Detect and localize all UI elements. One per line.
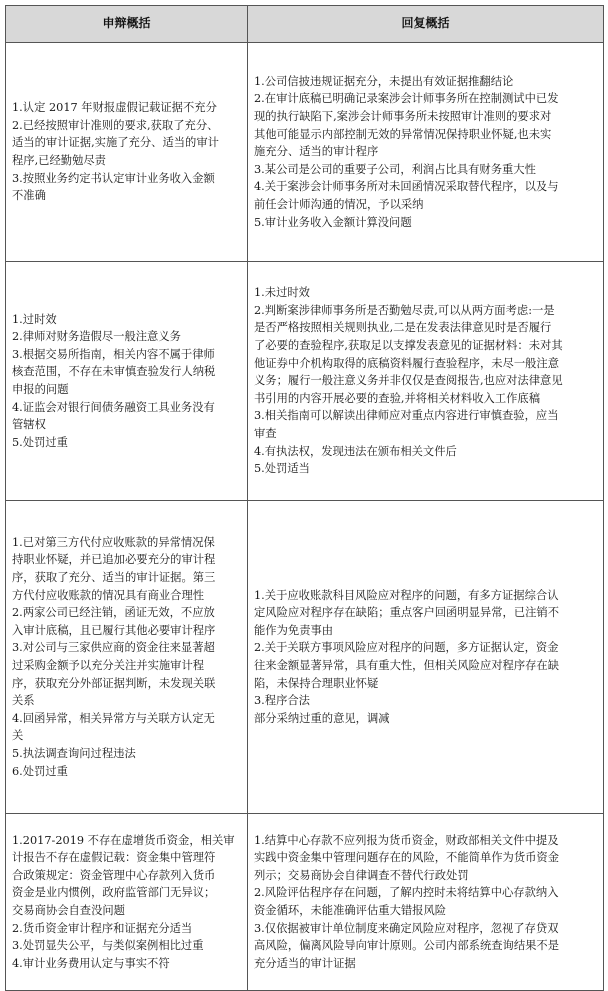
text-line: 申报的问题 xyxy=(12,383,69,396)
text-line: 2.风险评估程序存在问题，了解内控时未将结算中心存款纳入 xyxy=(254,886,559,900)
text-line: 1.2017-2019 不存在虚增货币资金，相关审 xyxy=(12,833,235,847)
text-line: 3.处罚显失公平，与类似案例相比过重 xyxy=(12,939,204,953)
defense-reply-table xyxy=(5,5,604,991)
text-line: 程序,已经勤勉尽责 xyxy=(12,154,106,167)
text-line: 方代付应收账款的情况具有商业合理性 xyxy=(12,588,205,602)
text-line: 2.律师对财务造假尽一般注意义务 xyxy=(12,330,181,344)
header-reply: 回复概括 xyxy=(248,6,604,43)
table-row xyxy=(6,43,604,262)
text-line: 其他可能显示内部控制无效的异常情况保持职业怀疑,也未实 xyxy=(254,127,552,141)
text-line: 4.关于案涉会计师事务所对未回函情况采取替代程序，以及与 xyxy=(254,180,559,194)
reply-cell xyxy=(248,501,604,814)
text-line: 交易商协会自查没问题 xyxy=(12,904,125,917)
text-line: 陷，未保持合理职业怀疑 xyxy=(254,676,379,690)
text-line: 5.处罚过重 xyxy=(12,435,68,449)
text-line: 4.有执法权，发现违法在颁布相关文件后 xyxy=(254,444,457,458)
text-line: 序，获取充分外部证据判断，未发现关联 xyxy=(12,676,216,690)
text-line: 4.回函异常，相关异常方与关联方认定无 xyxy=(12,711,215,725)
text-line: 3.相关指南可以解读出律师应对重点内容进行审慎查验，应当 xyxy=(254,409,559,423)
reply-cell xyxy=(248,43,604,262)
text-line: 高风险，偏离风险导向审计原则。公司内部系统查询结果不是 xyxy=(254,939,560,953)
text-line: 计报告不存在虚假记载：资金集中管理符 xyxy=(12,851,216,865)
text-line: 充分适当的审计证据 xyxy=(254,956,356,970)
text-line: 5.审计业务收入金额计算没问题 xyxy=(254,215,412,229)
text-line: 1.公司信披违规证据充分，未提出有效证据推翻结论 xyxy=(254,74,514,88)
text-line: 入审计底稿，且已履行其他必要审计程序 xyxy=(12,623,216,637)
text-line: 核查范围，不存在未审慎查验发行人纳税 xyxy=(12,365,216,379)
text-line: 1.未过时效 xyxy=(254,286,310,300)
text-line: 列示；交易商协会自律调查不替代行政处罚 xyxy=(254,868,469,882)
text-line: 2.关于关联方事项风险应对程序的问题，多方证据认定，资金 xyxy=(254,641,559,655)
reply-cell xyxy=(248,814,604,991)
text-line: 1.关于应收账款科目风险应对程序的问题，有多方证据综合认 xyxy=(254,588,559,602)
text-line: 部分采纳过重的意见，调减 xyxy=(254,711,390,725)
defense-cell xyxy=(6,814,248,991)
table-row xyxy=(6,262,604,501)
text-line: 书引用的内容开展必要的查验,并将相关材料收入工作底稿 xyxy=(254,391,541,405)
text-line: 施充分、适当的审计程序 xyxy=(254,145,379,159)
text-line: 1.已对第三方代付应收账款的异常情况保 xyxy=(12,535,215,549)
text-line: 持职业怀疑，并已追加必要充分的审计程 xyxy=(12,553,216,567)
text-line: 审查 xyxy=(254,426,277,440)
text-line: 资金是业内惯例，政府监管部门无异议； xyxy=(12,886,216,900)
text-line: 关系 xyxy=(12,694,35,708)
defense-cell xyxy=(6,501,248,814)
text-line: 他证券中介机构取得的底稿资料履行查验程序，未尽一般注意 xyxy=(254,356,560,370)
text-line: 5.执法调查询问过程违法 xyxy=(12,746,136,760)
text-line: 资金循环，未能准确评估重大错报风险 xyxy=(254,904,447,917)
text-line: 合政策规定：资金管理中心存款列入货币 xyxy=(12,868,216,882)
text-line: 1.结算中心存款不应列报为货币资金，财政部相关文件中提及 xyxy=(254,833,559,847)
defense-cell xyxy=(6,43,248,262)
text-line: 定风险应对程序存在缺陷；重点客户回函明显异常，已注销不 xyxy=(254,606,560,620)
text-line: 适当的审计证据,实施了充分、适当的审计 xyxy=(12,136,219,150)
text-line: 2.已经按照审计准则的要求,获取了充分、 xyxy=(12,118,219,132)
text-line: 3.某公司是公司的重要子公司，利润占比具有财务重大性 xyxy=(254,162,536,176)
text-line: 2.在审计底稿已明确记录案涉会计师事务所在控制测试中已发 xyxy=(254,92,559,106)
text-line: 前任会计师沟通的情况，予以采纳 xyxy=(254,197,424,211)
text-line: 3.根据交易所指南，相关内容不属于律师 xyxy=(12,347,215,361)
text-line: 过采购金额予以充分关注并实施审计程 xyxy=(12,659,205,672)
text-line: 1.认定 2017 年财报虚假记载证据不充分 xyxy=(12,101,217,115)
text-line: 2.货币资金审计程序和证据充分适当 xyxy=(12,921,193,935)
table-row xyxy=(6,814,604,991)
reply-cell xyxy=(248,262,604,501)
header-defense: 申辩概括 xyxy=(6,6,248,43)
text-line: 4.证监会对银行间债务融资工具业务没有 xyxy=(12,400,215,414)
text-line: 3.对公司与三家供应商的资金往来显著超 xyxy=(12,641,215,655)
text-line: 3.程序合法 xyxy=(254,694,310,708)
text-line: 3.仅依据被审计单位制度来确定风险应对程序，忽视了存贷双 xyxy=(254,921,559,935)
text-line: 能作为免责事由 xyxy=(254,623,334,637)
text-line: 不准确 xyxy=(12,189,46,203)
header-row xyxy=(6,6,604,43)
text-line: 6.处罚过重 xyxy=(12,764,68,778)
text-line: 义务；履行一般注意义务并非仅仅是查阅报告,也应对法律意见 xyxy=(254,374,563,388)
text-line: 管辖权 xyxy=(12,418,46,432)
text-line: 序，获取了充分、适当的审计证据。第三 xyxy=(12,571,216,585)
text-line: 5.处罚适当 xyxy=(254,462,310,476)
text-line: 往来金额显著异常，具有重大性，但相关风险应对程序存在缺 xyxy=(254,659,560,672)
text-line: 是否严格按照相关规则执业,二是在发表法律意见时是否履行 xyxy=(254,321,552,335)
table-row xyxy=(6,501,604,814)
text-line: 3.按照业务约定书认定审计业务收入金额 xyxy=(12,171,215,185)
defense-cell xyxy=(6,262,248,501)
text-line: 4.审计业务费用认定与事实不符 xyxy=(12,956,170,970)
text-line: 1.过时效 xyxy=(12,312,57,326)
text-line: 2.判断案涉律师事务所是否勤勉尽责,可以从两方面考虑:一是 xyxy=(254,303,555,317)
text-line: 实践中资金集中管理问题存在的风险，不能简单作为货币资金 xyxy=(254,851,560,865)
text-line: 关 xyxy=(12,729,24,743)
text-line: 现的执行缺陷下,案涉会计师事务所未按照审计准则的要求对 xyxy=(254,110,552,124)
text-line: 了必要的查验程序,获取足以支撑发表意见的证据材料：未对其 xyxy=(254,339,563,353)
text-line: 2.两家公司已经注销，函证无效，不应放 xyxy=(12,606,215,620)
